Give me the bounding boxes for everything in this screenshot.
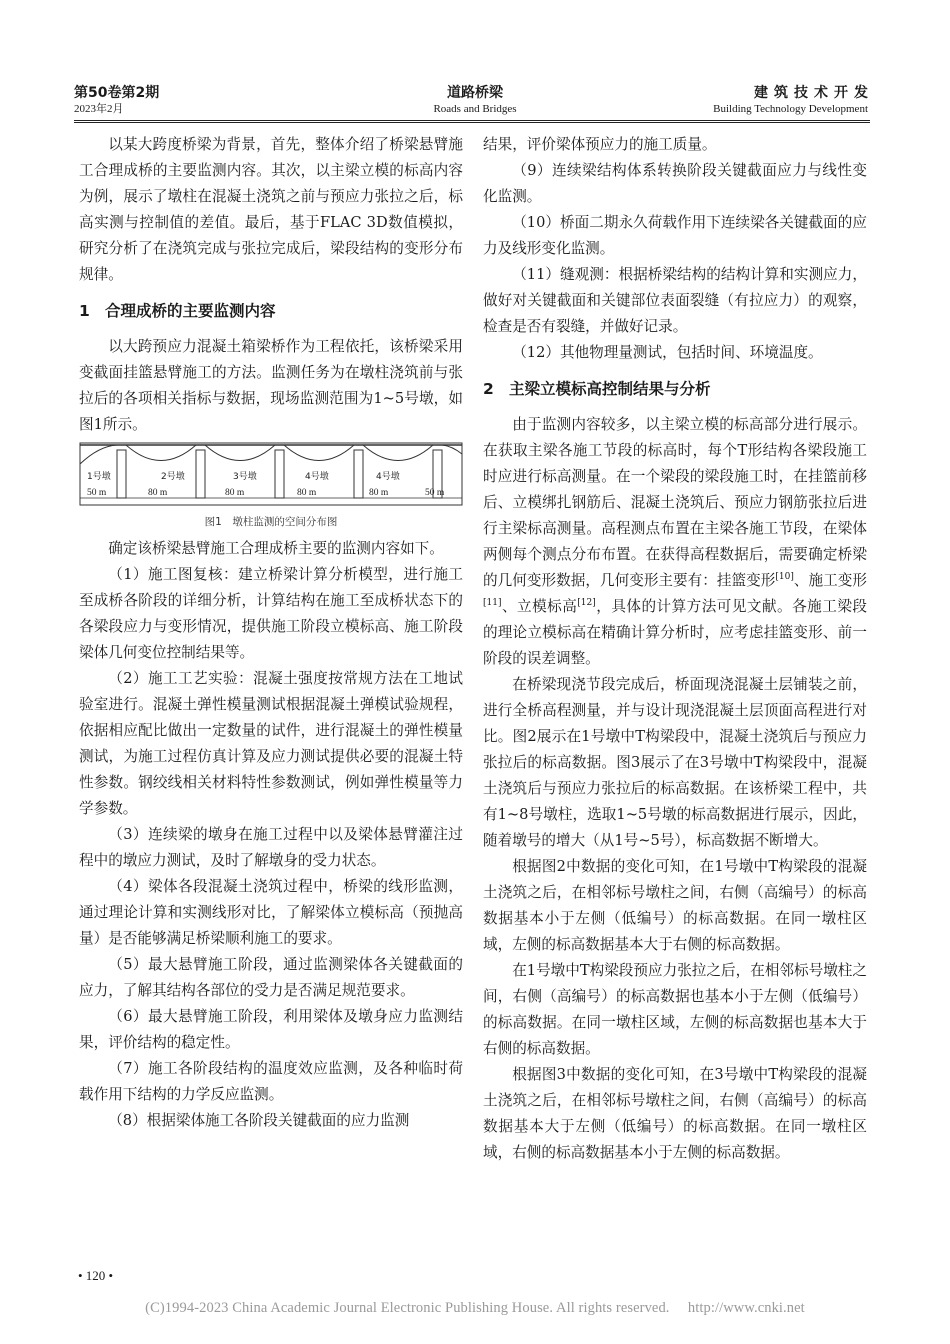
span-length: 80 m — [148, 488, 168, 498]
section-1-heading — [79, 298, 463, 324]
bridge-pier-diagram — [79, 442, 463, 512]
volume-issue: 第50卷第2期 — [74, 85, 160, 101]
paragraph — [483, 412, 867, 672]
section-2-heading — [483, 376, 867, 402]
text-run: 由于监测内容较多，以主梁立模的标高部分进行展示。在获取主梁各施工节段的标高时，每个T形结构各梁段施工时应进行标高测量。在一个梁段的梁段施工时，在挂篮前移后、立模绑扎钢筋后、混凝土浇筑后、预应力钢筋张拉后进行主梁标高测量。高程测点布置在主梁各施工节段，在梁体两侧每个测点分布布置。在获得高程数据后，需要确定桥梁的几何变形数据，几何变形主要有：挂篮变形 — [483, 416, 867, 589]
span-length: 50 m — [87, 488, 107, 498]
header-rule-second — [74, 122, 870, 123]
journal-name-en: Building Technology Development — [713, 103, 868, 115]
copyright-footer: (C)1994-2023 China Academic Journal Electronic Publishing House. All rights reserved. http://www.cnki.net — [145, 1300, 805, 1316]
journal-name-header — [713, 84, 874, 117]
section-name-en: Roads and Bridges — [433, 103, 517, 115]
figure-caption: 图1 墩柱监测的空间分布图 — [204, 516, 338, 528]
header-rule — [74, 120, 870, 121]
span-arch — [126, 445, 196, 461]
text-run: ，具体的计算方法可见文献。各施工梁段的理论立模标高在精确计算分析时，应考虑挂篮变形、前一阶段的误差调整。 — [483, 598, 867, 667]
span-length: 50 m — [425, 488, 445, 498]
paragraph: 根据图2中数据的变化可知，在1号墩中T构梁段的混凝土浇筑之后，在相邻标号墩柱之间，右侧（高编号）的标高数据基本小于左侧（低编号）的标高数据。在同一墩柱区域，左侧的标高数据基本大于右侧的标高数据。 — [483, 858, 867, 953]
journal-name-cn: 建筑技术开发 — [754, 85, 874, 101]
list-item: （6）最大悬臂施工阶段，利用梁体及墩身应力监测结果，评价结构的稳定性。 — [79, 1008, 463, 1051]
figure-1 — [79, 442, 463, 532]
figure-frame — [80, 443, 462, 505]
span-length: 80 m — [297, 488, 317, 498]
citation: [12] — [577, 598, 596, 609]
pier-label: 4号墩 — [376, 472, 400, 482]
pier-label: 3号墩 — [233, 472, 257, 482]
section-title: 合理成桥的主要监测内容 — [105, 302, 276, 320]
paragraph: 在桥梁现浇节段完成后，桥面现浇混凝土层铺装之前，进行全桥高程测量，并与设计现浇混凝土层顶面高程进行对比。图2展示在1号墩中T构梁段中，混凝土浇筑后与预应力张拉后的标高数据。图3展示了在3号墩中T构梁段中，混凝土浇筑后与预应力张拉后的标高数据。在该桥梁工程中，共有1~8号墩柱，选取1~5号墩的标高数据进行展示，因此，随着墩号的增大（从1号~5号），标高数据不断增大。 — [483, 676, 867, 849]
pier-column — [196, 450, 205, 498]
list-item: （11）缝观测：根据桥梁结构的结构计算和实测应力，做好对关键截面和关键部位表面裂缝（有拉应力）的观察，检查是否有裂缝，并做好记录。 — [483, 266, 867, 335]
issue-date: 2023年2月 — [74, 103, 124, 115]
list-item: （10）桥面二期永久荷载作用下连续梁各关键截面的应力及线形变化监测。 — [483, 214, 867, 257]
citation: [10] — [775, 572, 794, 583]
page-number: • 120 • — [78, 1268, 114, 1283]
paragraph: 确定该桥梁悬臂施工合理成桥主要的监测内容如下。 — [108, 540, 444, 557]
section-number: 1 — [79, 302, 90, 320]
paragraph: 以大跨预应力混凝土箱梁桥作为工程依托，该桥梁采用变截面挂篮悬臂施工的方法。监测任务为在墩柱浇筑前与张拉后的各项相关指标与数据，现场监测范围为1~5号墩，如图1所示。 — [79, 338, 463, 433]
text-run: 、立模标高 — [501, 598, 578, 615]
right-column — [483, 132, 867, 1166]
list-item: （7）施工各阶段结构的温度效应监测，及各种临时荷载作用下结构的力学反应监测。 — [79, 1060, 463, 1103]
section-number: 2 — [483, 380, 494, 398]
paragraph: 根据图3中数据的变化可知，在3号墩中T构梁段的混凝土浇筑之后，在相邻标号墩柱之间，右侧（高编号）的标高数据基本大于左侧（低编号）的标高数据。在同一墩柱区域，右侧的标高数据基本小于左侧的标高数据。 — [483, 1066, 867, 1161]
intro-paragraph: 以某大跨度桥梁为背景，首先，整体介绍了桥梁悬臂施工合理成桥的主要监测内容。其次，以主梁立模的标高内容为例，展示了墩柱在混凝土浇筑之前与预应力张拉之后，标高实测与控制值的差值。最后，基于FLAC 3D数值模拟，研究分析了在浇筑完成与张拉完成后，梁段结构的变形分布规律。 — [79, 136, 463, 283]
paragraph: 在1号墩中T构梁段预应力张拉之后，在相邻标号墩柱之间，右侧（高编号）的标高数据也基本小于左侧（低编号）的标高数据。在同一墩柱区域，左侧的标高数据也基本大于右侧的标高数据。 — [483, 962, 867, 1057]
pier-column — [354, 450, 363, 498]
list-item: （3）连续梁的墩身在施工过程中以及梁体悬臂灌注过程中的墩应力测试，及时了解墩身的受力状态。 — [79, 826, 463, 869]
section-title: 主梁立模标高控制结果与分析 — [509, 380, 711, 398]
text-run: 、施工变形 — [793, 572, 867, 589]
section-name-cn: 道路桥梁 — [447, 85, 503, 101]
list-item: （8）根据梁体施工各阶段关键截面的应力监测 — [108, 1112, 410, 1129]
list-item: （9）连续梁结构体系转换阶段关键截面应力与线性变化监测。 — [483, 162, 867, 205]
list-item: （12）其他物理量测试，包括时间、环境温度。 — [512, 344, 823, 361]
span-arch — [284, 445, 354, 461]
list-item: （2）施工工艺实验：混凝土强度按常规方法在工地试验室进行。混凝土弹性模量测试根据混凝土弹模试验规程，依据相应配比做出一定数量的试件，进行混凝土的弹性模量测试，为施工过程仿真计算及应力测试提供必要的混凝土特性参数。钢绞线相关材料特性参数测试，例如弹性模量等力学参数。 — [79, 670, 463, 817]
pier-label: 4号墩 — [305, 472, 329, 482]
list-item: （1）施工图复核：建立桥梁计算分析模型，进行施工至成桥各阶段的详细分析，计算结构在施工至成桥状态下的各梁段应力与变形情况，提供施工阶段立模标高、施工阶段梁体几何变位控制结果等。 — [79, 566, 463, 661]
span-arch — [363, 445, 433, 461]
pier-column — [117, 450, 126, 498]
pier-label: 1号墩 — [87, 472, 111, 482]
left-column — [79, 132, 463, 1134]
pier-label: 2号墩 — [161, 472, 185, 482]
span-length: 80 m — [369, 488, 389, 498]
end-arch — [442, 445, 462, 454]
span-arch — [205, 445, 275, 461]
list-item: （4）梁体各段混凝土浇筑过程中，桥梁的线形监测，通过理论计算和实测线形对比，了解梁体立模标高（预抛高量）是否能够满足桥梁顺利施工的要求。 — [79, 878, 463, 947]
list-item-continued: 结果，评价梁体预应力的施工质量。 — [483, 136, 717, 153]
span-length: 80 m — [225, 488, 245, 498]
list-item: （5）最大悬臂施工阶段，通过监测梁体各关键截面的应力，了解其结构各部位的受力是否满足规范要求。 — [79, 956, 463, 999]
pier-column — [275, 450, 284, 498]
citation: [11] — [483, 598, 502, 609]
end-arch — [80, 445, 117, 464]
